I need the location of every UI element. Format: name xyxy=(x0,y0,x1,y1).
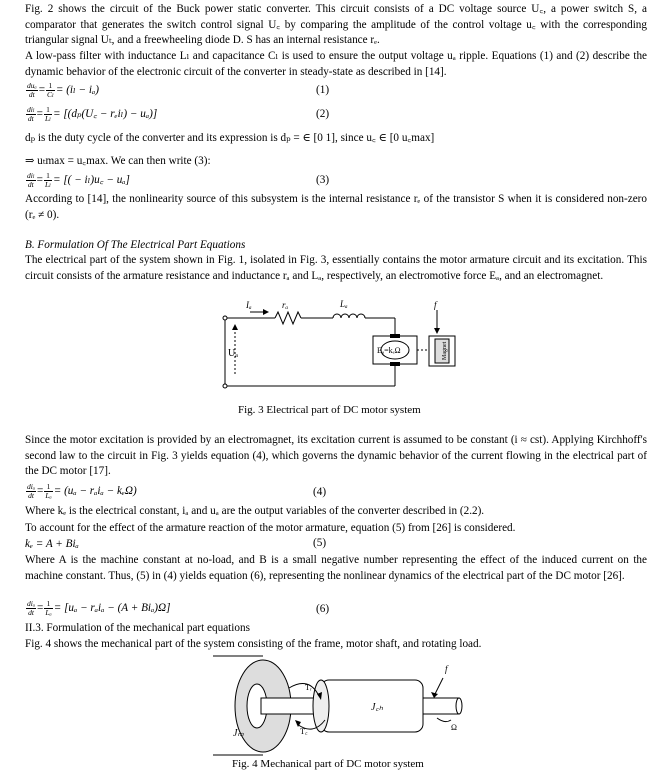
paragraph-mechanical-part: Fig. 4 shows the mechanical part of the system consisting of the frame, motor shaft, and rotating load. xyxy=(25,638,482,650)
equation-6-body: = [uₐ − rₐiₐ − (A + Biₐ)Ω] xyxy=(53,602,171,615)
equation-4-body: = (uₐ − rₐiₐ − kₑΩ) xyxy=(53,485,137,498)
label-ia: Iₐ xyxy=(246,300,252,310)
label-emf: Eₐ=kₑΩ xyxy=(377,346,401,355)
paragraph-machine-constant: Where A is the machine constant at no-load, and B is a small negative number representing the effect of the induced current on the machine constant. Thus, (5) in (4) yields equation (6), representing the nonlinear dynamics of the electrical part of the DC motor [26]. xyxy=(25,554,647,582)
figure-3-caption: Fig. 3 Electrical part of DC motor system xyxy=(238,404,421,416)
equation-1-number: (1) xyxy=(316,84,330,96)
label-jm: Jₘ xyxy=(233,728,244,739)
label-tr: Tᵣ xyxy=(305,683,312,692)
label-ra: rₐ xyxy=(282,300,289,310)
section-ii3-heading: II.3. Formulation of the mechanical part equations xyxy=(25,622,250,634)
equation-1-body: = (iₗ − iₐ) xyxy=(55,84,99,97)
paragraph-electrical-part: The electrical part of the system shown in Fig. 1, isolated in Fig. 3, essentially contains the motor armature circuit and its excitation. This circuit consists of the armature resistance and inductance rₐ and Lₐ, respectively, an electromotive force Eₐ, and an electromagnet. xyxy=(25,254,647,282)
paragraph-kirchhoff: Since the motor excitation is provided by an electromagnet, its excitation current is assumed to be constant (i ≈ cst). Applying Kirchhoff's second law to the circuit in Fig. 3 yields equation (4), which governs the dynamic behavior of the current flowing in the electrical part of the DC motor [17]. xyxy=(25,434,647,478)
equation-2: $\frac{\text{diₗ}}{dt}$ = $\frac{1}{\text{Lₗ}}$ = [(dₚ(U꜀ − rₑiₗ) − uₐ)] xyxy=(27,105,158,123)
paragraph-buck-circuit: Fig. 2 shows the circuit of the Buck power static converter. This circuit consists of a DC voltage source U꜀, a power switch S, a comparator that generates the switch control signal U꜀ by comparing the amplitude of the control voltage u꜀ with the corresponding triangular signal Uₜ, and a freewheeling diode D. S has an internal resistance rₑ. xyxy=(25,3,647,47)
equation-6-number: (6) xyxy=(316,603,330,615)
label-La: Lₐ xyxy=(340,299,348,309)
equation-4: $\frac{\text{diₐ}}{dt}$ = $\frac{1}{\text{Lₐ}}$ = (uₐ − rₐiₐ − kₑΩ) xyxy=(27,482,137,500)
implies-line: ⇒ uₜmax = u꜀max. We can then write (3): xyxy=(25,155,211,167)
figure-4-caption: Fig. 4 Mechanical part of DC motor system xyxy=(232,758,424,770)
equation-5-number: (5) xyxy=(313,537,327,549)
equation-2-number: (2) xyxy=(316,108,330,120)
duty-cycle-line: dₚ is the duty cycle of the converter and its expression is dₚ = ∈ [0 1], since u꜀ ∈ [0 u꜀max] xyxy=(25,132,435,144)
paragraph-ke-definition: Where kₑ is the electrical constant, iₐ and uₐ are the output variables of the converter described in (2.2). xyxy=(25,505,485,517)
label-f: f xyxy=(434,300,437,310)
paragraph-nonlinearity: According to [14], the nonlinearity source of this subsystem is the internal resistance rₑ of the transistor S when it is considered non-zero (rₑ ≠ 0). xyxy=(25,193,647,221)
equation-3-number: (3) xyxy=(316,174,330,186)
label-omega: Ω xyxy=(451,723,457,732)
paragraph-low-pass-filter: A low-pass filter with inductance Lₗ and capacitance Cₗ is used to ensure the output voltage uₐ ripple. Equations (1) and (2) describe the dynamic behavior of the electronic circuit of the converter in steady-state as described in [14]. xyxy=(25,50,647,78)
section-b-heading: B. Formulation Of The Electrical Part Equations xyxy=(25,239,246,251)
label-tc: T꜀ xyxy=(300,727,308,736)
equation-2-body: = [(dₚ(U꜀ − rₑiₗ) − uₐ)] xyxy=(52,108,158,121)
equation-5: kₑ = A + Biₐ xyxy=(25,538,79,550)
figure-4-mechanical xyxy=(205,652,475,760)
equation-4-number: (4) xyxy=(313,486,327,498)
label-f: f xyxy=(445,664,448,674)
label-Ua: Uₐ xyxy=(228,348,238,359)
equation-6: $\frac{\text{diₐ}}{dt}$ = $\frac{1}{\text{Lₐ}}$ = [uₐ − rₐiₐ − (A + Biₐ)Ω] xyxy=(27,599,171,617)
label-magnet: Magnet xyxy=(442,341,448,360)
figure-3-circuit xyxy=(205,298,475,398)
paragraph-armature-reaction: To account for the effect of the armature reaction of the motor armature, equation (5) from [26] is considered. xyxy=(25,522,516,534)
equation-1: $\frac{\text{duₐ}}{dt}$ = $\frac{1}{\text{Cₗ}}$ = (iₗ − iₐ) xyxy=(27,81,99,99)
equation-3: $\frac{\text{diₗ}}{dt}$ = $\frac{1}{\text{Lₗ}}$ = [( − iₗ)u꜀ − uₐ] xyxy=(27,171,130,189)
label-jch: J꜀ₕ xyxy=(371,702,383,713)
equation-3-body: = [( − iₗ)u꜀ − uₐ] xyxy=(52,174,130,187)
